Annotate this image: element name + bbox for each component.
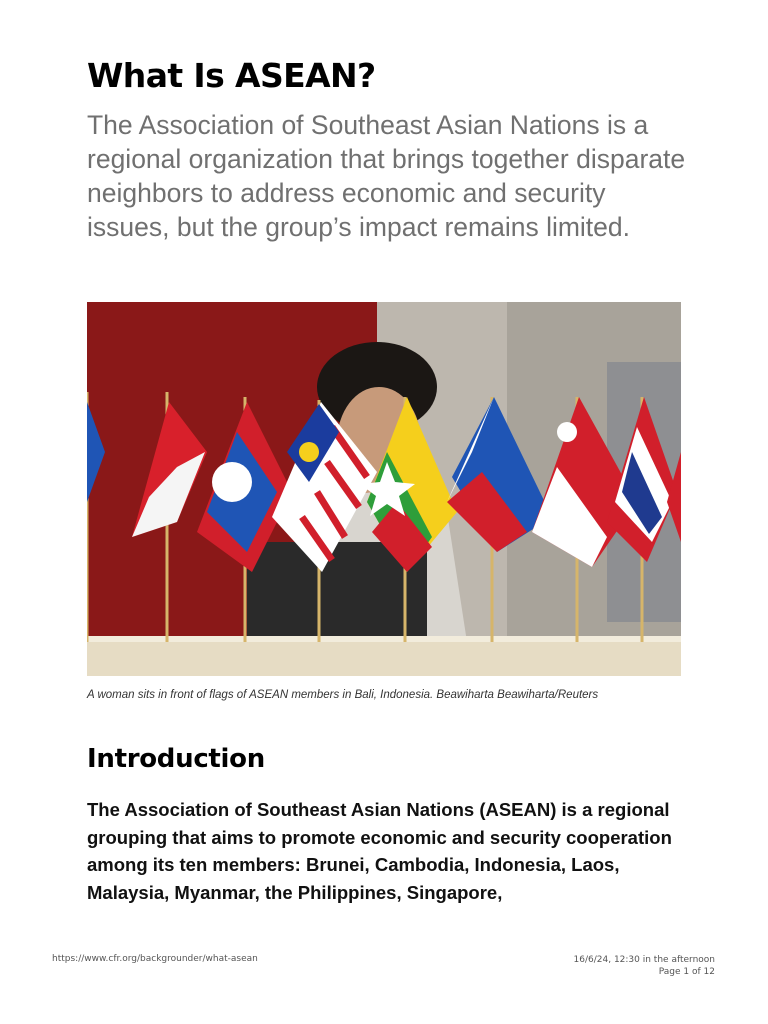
photo-caption: A woman sits in front of flags of ASEAN members in Bali, Indonesia. Beawiharta Beawiharta/Reuters <box>87 689 599 701</box>
footer-url[interactable]: https://www.cfr.org/backgrounder/what-asean <box>52 954 258 964</box>
footer-timestamp: 16/6/24, 12:30 in the afternoon <box>573 955 715 965</box>
page-title: What Is ASEAN? <box>87 56 376 95</box>
footer-page-number: Page 1 of 12 <box>658 967 715 977</box>
asean-flags-photo <box>87 302 681 676</box>
section-heading: Introduction <box>87 744 265 774</box>
body-paragraph: The Association of Southeast Asian Nations (ASEAN) is a regional grouping that aims to promote economic and security cooperation among its ten members: Brunei, Cambodia, Indonesia, Laos, Malaysia, Myanmar, the Philippines, Singapore, <box>87 799 672 903</box>
article-photo <box>87 302 681 676</box>
article-subtitle: The Association of Southeast Asian Nations is a regional organization that brings together disparate neighbors to address economic and security issues, but the group’s impact remains limited. <box>87 110 686 242</box>
footer-meta <box>574 954 715 978</box>
